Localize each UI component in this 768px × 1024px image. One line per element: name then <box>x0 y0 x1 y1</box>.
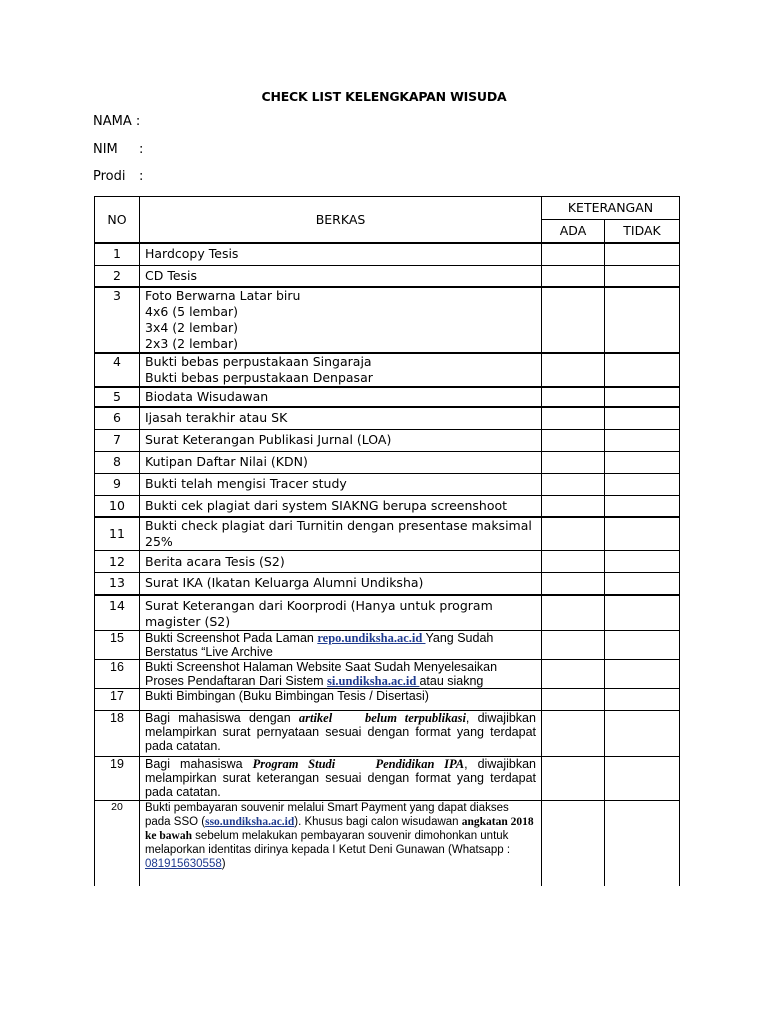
row-line: 4x6 (5 lembar) <box>145 304 239 319</box>
row-emphasis: Program Studi <box>252 756 336 771</box>
row-text-pre: Bukti Screenshot Pada Laman <box>145 630 318 645</box>
ada-checkbox[interactable] <box>542 756 605 800</box>
row-number: 4 <box>95 353 140 387</box>
table-edge-mark <box>604 866 605 874</box>
row-text-part: sebelum melakukan pembayaran souvenir dimohonkan untuk melaporkan identitas dirinya kepada I Ketut Deni Gunawan (Whatsapp : <box>145 829 511 856</box>
table-edge-mark <box>139 866 140 874</box>
tidak-checkbox[interactable] <box>605 451 680 473</box>
ada-checkbox[interactable] <box>542 710 605 756</box>
row-number: 12 <box>95 551 140 573</box>
tidak-checkbox[interactable] <box>605 517 680 551</box>
row-text-post: atau siakng <box>419 673 484 688</box>
row-text: Ijasah terakhir atau SK <box>140 407 542 429</box>
table-row <box>95 243 680 265</box>
ada-checkbox[interactable] <box>542 551 605 573</box>
header-row <box>95 197 680 220</box>
ada-checkbox[interactable] <box>542 287 605 353</box>
table-row <box>95 451 680 473</box>
row-number: 13 <box>95 573 140 595</box>
row-number: 11 <box>95 517 140 551</box>
row-text-pre: Bagi mahasiswa dengan <box>145 710 299 725</box>
ada-checkbox[interactable] <box>542 451 605 473</box>
field-prodi <box>93 169 143 184</box>
table-edge-mark <box>679 866 680 874</box>
row-text: Surat IKA (Ikatan Keluarga Alumni Undiksha) <box>140 573 542 595</box>
ada-checkbox[interactable] <box>542 407 605 429</box>
tidak-checkbox[interactable] <box>605 710 680 756</box>
row-number: 8 <box>95 451 140 473</box>
table-row <box>95 387 680 407</box>
row-text: Berita acara Tesis (S2) <box>140 551 542 573</box>
row-number: 20 <box>95 800 140 886</box>
header-tidak: TIDAK <box>605 220 680 244</box>
row-number: 3 <box>95 287 140 353</box>
table-row <box>95 756 680 800</box>
row-number: 19 <box>95 756 140 800</box>
row-text: Bukti cek plagiat dari system SIAKNG berupa screenshoot <box>140 495 542 517</box>
row-line: Bukti bebas perpustakaan Singaraja <box>145 354 372 369</box>
row-text <box>140 800 542 886</box>
tidak-checkbox[interactable] <box>605 756 680 800</box>
row-number: 17 <box>95 688 140 710</box>
row-text-part: Bukti pembayaran souvenir melalui Smart Payment yang dapat diakses pada SSO ( <box>145 801 509 828</box>
tidak-checkbox[interactable] <box>605 429 680 451</box>
ada-checkbox[interactable] <box>542 265 605 287</box>
repo-link[interactable]: repo.undiksha.ac.id <box>317 630 426 645</box>
field-nim-label: NIM <box>93 142 118 157</box>
table-row <box>95 551 680 573</box>
tidak-checkbox[interactable] <box>605 595 680 631</box>
tidak-checkbox[interactable] <box>605 551 680 573</box>
whatsapp-link[interactable]: 081915630558 <box>145 857 222 870</box>
row-number: 2 <box>95 265 140 287</box>
row-text: Surat Keterangan Publikasi Jurnal (LOA) <box>140 429 542 451</box>
header-berkas: BERKAS <box>140 197 542 244</box>
ada-checkbox[interactable] <box>542 595 605 631</box>
row-number: 14 <box>95 595 140 631</box>
tidak-checkbox[interactable] <box>605 353 680 387</box>
ada-checkbox[interactable] <box>542 243 605 265</box>
field-prodi-label: Prodi <box>93 169 126 184</box>
row-text <box>140 659 542 688</box>
ada-checkbox[interactable] <box>542 659 605 688</box>
tidak-checkbox[interactable] <box>605 800 680 886</box>
row-text-post: , diwajibkan melampirkan surat keterangan sesuai dengan format yang terdapat pada catatan. <box>145 756 536 799</box>
table-row <box>95 495 680 517</box>
sso-link[interactable]: sso.undiksha.ac.id <box>205 815 295 828</box>
row-text: Kutipan Daftar Nilai (KDN) <box>140 451 542 473</box>
row-text-pre: Bukti Screenshot Halaman Website Saat Sudah Menyelesaikan Proses Pendaftaran Dari Sistem <box>145 659 498 688</box>
row-line: 2x3 (2 lembar) <box>145 336 239 351</box>
row-number: 6 <box>95 407 140 429</box>
checklist-table <box>94 196 680 886</box>
ada-checkbox[interactable] <box>542 387 605 407</box>
tidak-checkbox[interactable] <box>605 287 680 353</box>
tidak-checkbox[interactable] <box>605 573 680 595</box>
table-edge-mark <box>94 866 95 874</box>
row-text: Surat Keterangan dari Koorprodi (Hanya untuk program magister (S2) <box>140 595 542 631</box>
field-nim-colon: : <box>139 142 144 157</box>
row-text <box>140 710 542 756</box>
document-title: CHECK LIST KELENGKAPAN WISUDA <box>261 89 507 104</box>
row-text <box>140 287 542 353</box>
row-number: 15 <box>95 630 140 659</box>
row-text: Bukti telah mengisi Tracer study <box>140 473 542 495</box>
row-bold: angkatan 2018 ke bawah <box>145 815 534 842</box>
table-row <box>95 353 680 387</box>
table-row <box>95 659 680 688</box>
ada-checkbox[interactable] <box>542 800 605 886</box>
row-number: 7 <box>95 429 140 451</box>
table-row <box>95 710 680 756</box>
ada-checkbox[interactable] <box>542 688 605 710</box>
row-text <box>140 353 542 387</box>
field-nim <box>93 142 143 157</box>
table-row <box>95 595 680 631</box>
row-text <box>140 630 542 659</box>
row-text: CD Tesis <box>140 265 542 287</box>
row-number: 10 <box>95 495 140 517</box>
tidak-checkbox[interactable] <box>605 659 680 688</box>
table-row <box>95 429 680 451</box>
tidak-checkbox[interactable] <box>605 265 680 287</box>
ada-checkbox[interactable] <box>542 517 605 551</box>
row-number: 5 <box>95 387 140 407</box>
row-text-post: , diwajibkan melampirkan surat pernyataan sesuai dengan format yang terdapat pada catatan. <box>145 710 536 753</box>
row-line: Foto Berwarna Latar biru <box>145 288 301 303</box>
row-number: 1 <box>95 243 140 265</box>
table-row <box>95 573 680 595</box>
tidak-checkbox[interactable] <box>605 243 680 265</box>
tidak-checkbox[interactable] <box>605 407 680 429</box>
table-row <box>95 630 680 659</box>
tidak-checkbox[interactable] <box>605 630 680 659</box>
tidak-checkbox[interactable] <box>605 473 680 495</box>
table-row <box>95 265 680 287</box>
row-emphasis: Pendidikan IPA <box>375 756 465 771</box>
row-text-part: ) <box>221 857 226 870</box>
row-number: 9 <box>95 473 140 495</box>
ada-checkbox[interactable] <box>542 630 605 659</box>
row-text: Bukti Bimbingan (Buku Bimbingan Tesis / Disertasi) <box>140 688 542 710</box>
tidak-checkbox[interactable] <box>605 387 680 407</box>
row-text <box>140 756 542 800</box>
row-text: Bukti check plagiat dari Turnitin dengan presentase maksimal 25% <box>140 517 542 551</box>
row-emphasis: belum terpublikasi <box>365 710 466 725</box>
row-text-post: Yang Sudah Berstatus “Live Archive <box>145 630 494 659</box>
row-text-pre: Bagi mahasiswa <box>145 756 253 771</box>
field-prodi-colon: : <box>139 169 144 184</box>
field-nama <box>93 114 140 129</box>
field-nama-label: NAMA : <box>93 114 141 129</box>
row-text: Hardcopy Tesis <box>140 243 542 265</box>
table-row <box>95 473 680 495</box>
row-line: Bukti bebas perpustakaan Denpasar <box>145 370 373 385</box>
header-ada: ADA <box>542 220 605 244</box>
header-keterangan: KETERANGAN <box>542 197 680 220</box>
row-text-part: ). Khusus bagi calon wisudawan <box>294 815 462 828</box>
header-no: NO <box>95 197 140 244</box>
ada-checkbox[interactable] <box>542 495 605 517</box>
table-row <box>95 287 680 353</box>
tidak-checkbox[interactable] <box>605 495 680 517</box>
row-emphasis: artikel <box>298 710 333 725</box>
table-row <box>95 407 680 429</box>
ada-checkbox[interactable] <box>542 353 605 387</box>
row-line: 3x4 (2 lembar) <box>145 320 239 335</box>
row-text: Biodata Wisudawan <box>140 387 542 407</box>
table-row <box>95 517 680 551</box>
table-edge-mark <box>541 866 542 874</box>
row-number: 16 <box>95 659 140 688</box>
ada-checkbox[interactable] <box>542 473 605 495</box>
ada-checkbox[interactable] <box>542 573 605 595</box>
table-row <box>95 800 680 886</box>
row-number: 18 <box>95 710 140 756</box>
si-link[interactable]: si.undiksha.ac.id <box>327 673 420 688</box>
tidak-checkbox[interactable] <box>605 688 680 710</box>
table-row <box>95 688 680 710</box>
ada-checkbox[interactable] <box>542 429 605 451</box>
